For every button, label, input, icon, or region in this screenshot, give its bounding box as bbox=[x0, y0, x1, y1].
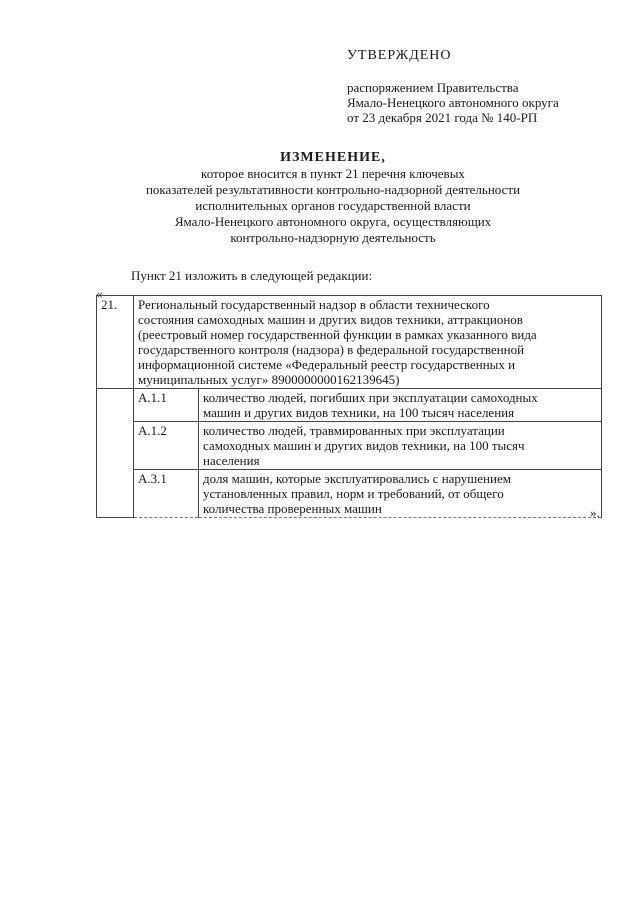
indicator-line: установленных правил, норм и требований, от общего bbox=[203, 486, 504, 501]
quote-close: ». bbox=[590, 505, 600, 520]
indicator-code: А.1.1 bbox=[134, 389, 199, 422]
item-line: государственного контроля (надзора) в федеральной государственной bbox=[138, 342, 525, 357]
empty-cell bbox=[97, 389, 134, 518]
indicator-line: доля машин, которые эксплуатировались с нарушением bbox=[203, 471, 511, 486]
table-row bbox=[97, 422, 602, 470]
table-row bbox=[97, 470, 602, 518]
quote-open: « bbox=[96, 286, 103, 301]
document-heading bbox=[0, 150, 640, 246]
intro-text: Пункт 21 изложить в следующей редакции: bbox=[131, 268, 373, 283]
approval-stamp: УТВЕРЖДЕНО bbox=[347, 48, 452, 63]
order-line: Ямало-Ненецкого автономного округа bbox=[347, 95, 559, 110]
item-description bbox=[134, 296, 602, 389]
heading-line: исполнительных органов государственной власти bbox=[195, 198, 471, 213]
indicator-text bbox=[199, 470, 602, 518]
indicator-text bbox=[199, 389, 602, 422]
heading-line: Ямало-Ненецкого автономного округа, осуществляющих bbox=[174, 214, 492, 229]
heading-line: контрольно-надзорную деятельность bbox=[230, 230, 436, 245]
item-line: муниципальных услуг» 8900000000162139645) bbox=[138, 372, 400, 387]
indicator-line: количество людей, травмированных при эксплуатации bbox=[203, 423, 505, 438]
indicator-line: самоходных машин и других видов техники, на 100 тысяч bbox=[203, 438, 525, 453]
document-title: ИЗМЕНЕНИЕ, bbox=[280, 150, 386, 165]
indicator-line: машин и других видов техники, на 100 тысяч населения bbox=[203, 405, 515, 420]
indicator-code: А.1.2 bbox=[134, 422, 199, 470]
indicator-text bbox=[199, 422, 602, 470]
order-line: от 23 декабря 2021 года № 140-РП bbox=[347, 110, 538, 125]
item-line: Региональный государственный надзор в области технического bbox=[138, 297, 490, 312]
indicators-table bbox=[96, 295, 602, 518]
heading-line: показателей результативности контрольно-надзорной деятельности bbox=[145, 182, 521, 197]
approval-order bbox=[347, 80, 559, 125]
item-line: состояния самоходных машин и других видов техники, аттракционов bbox=[138, 312, 523, 327]
item-line: (реестровый номер государственной функции в рамках указанного вида bbox=[138, 327, 537, 342]
order-line: распоряжением Правительства bbox=[347, 80, 519, 95]
indicator-line: количества проверенных машин bbox=[203, 501, 382, 516]
item-line: информационной системе «Федеральный реестр государственных и bbox=[138, 357, 516, 372]
indicator-line: количество людей, погибших при эксплуатации самоходных bbox=[203, 390, 538, 405]
table-row bbox=[97, 389, 602, 422]
heading-line: которое вносится в пункт 21 перечня ключевых bbox=[201, 166, 465, 181]
table-row bbox=[97, 296, 602, 389]
indicator-code: А.3.1 bbox=[134, 470, 199, 518]
indicator-line: населения bbox=[203, 453, 260, 468]
item-number: 21. bbox=[97, 296, 134, 389]
